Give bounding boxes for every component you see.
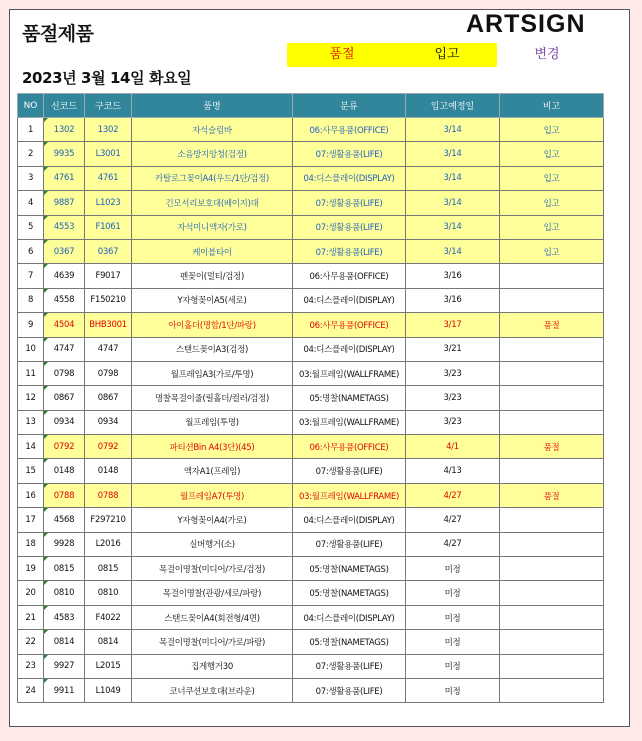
- cell-no[interactable]: 4: [18, 191, 44, 215]
- cell-note[interactable]: [500, 630, 604, 654]
- cell-category[interactable]: 04:디스플레이(DISPLAY): [293, 508, 406, 532]
- cell-no[interactable]: 11: [18, 361, 44, 385]
- cell-note[interactable]: [500, 605, 604, 629]
- cell-expected-date[interactable]: 3/16: [406, 264, 500, 288]
- cell-category[interactable]: 07:생활용품(LIFE): [293, 459, 406, 483]
- cell-expected-date[interactable]: 4/13: [406, 459, 500, 483]
- cell-new-code[interactable]: 4639: [44, 264, 85, 288]
- cell-product-name[interactable]: 실버행거(소): [132, 532, 293, 556]
- cell-no[interactable]: 3: [18, 166, 44, 190]
- legend-change: 변경: [534, 47, 560, 62]
- cell-new-code[interactable]: 4553: [44, 215, 85, 239]
- cell-note[interactable]: [500, 508, 604, 532]
- cell-category[interactable]: 06:사무용품(OFFICE): [293, 118, 406, 142]
- cell-expected-date[interactable]: 3/23: [406, 410, 500, 434]
- cell-note[interactable]: [500, 361, 604, 385]
- cell-product-name[interactable]: 케이블타이: [132, 239, 293, 263]
- cell-expected-date[interactable]: 4/1: [406, 435, 500, 459]
- cell-new-code[interactable]: 4504: [44, 313, 85, 337]
- cell-old-code[interactable]: 0148: [85, 459, 132, 483]
- cell-expected-date[interactable]: 미정: [406, 630, 500, 654]
- table-row[interactable]: [18, 483, 604, 507]
- cell-new-code[interactable]: 4761: [44, 166, 85, 190]
- cell-old-code[interactable]: 1302: [85, 118, 132, 142]
- soldout-table: [17, 93, 604, 703]
- table-row[interactable]: [18, 288, 604, 312]
- cell-new-code[interactable]: 4747: [44, 337, 85, 361]
- cell-expected-date[interactable]: 미정: [406, 678, 500, 702]
- table-row[interactable]: [18, 361, 604, 385]
- cell-new-code[interactable]: 0867: [44, 386, 85, 410]
- cell-expected-date[interactable]: 3/21: [406, 337, 500, 361]
- cell-product-name[interactable]: 스탠드꽂이A3(검정): [132, 337, 293, 361]
- cell-no[interactable]: 7: [18, 264, 44, 288]
- cell-expected-date[interactable]: 3/14: [406, 239, 500, 263]
- cell-note[interactable]: 품절: [500, 435, 604, 459]
- cell-no[interactable]: 24: [18, 678, 44, 702]
- cell-expected-date[interactable]: 3/14: [406, 215, 500, 239]
- cell-new-code[interactable]: 0367: [44, 239, 85, 263]
- cell-no[interactable]: 9: [18, 313, 44, 337]
- cell-note[interactable]: [500, 557, 604, 581]
- cell-product-name[interactable]: 카탈로그꽂이A4(우드/1단/검정): [132, 166, 293, 190]
- cell-product-name[interactable]: 월프레임A7(투명): [132, 483, 293, 507]
- table-row[interactable]: [18, 557, 604, 581]
- cell-note[interactable]: 입고: [500, 191, 604, 215]
- cell-category[interactable]: 07:생활용품(LIFE): [293, 215, 406, 239]
- cell-note[interactable]: [500, 581, 604, 605]
- cell-product-name[interactable]: 파티션Bin A4(3단)(45): [132, 435, 293, 459]
- cell-product-name[interactable]: 목걸이명찰(관광/세로/파랑): [132, 581, 293, 605]
- cell-no[interactable]: 2: [18, 142, 44, 166]
- cell-note[interactable]: 품절: [500, 313, 604, 337]
- cell-no[interactable]: 13: [18, 410, 44, 434]
- cell-expected-date[interactable]: 3/17: [406, 313, 500, 337]
- cell-product-name[interactable]: 액자A1(프레임): [132, 459, 293, 483]
- cell-category[interactable]: 03:월프레임(WALLFRAME): [293, 483, 406, 507]
- cell-old-code[interactable]: L3001: [85, 142, 132, 166]
- cell-product-name[interactable]: 소음방지앙청(검정): [132, 142, 293, 166]
- col-header-new-code: 신코드: [44, 94, 85, 118]
- cell-new-code[interactable]: 1302: [44, 118, 85, 142]
- col-header-old-code: 구코드: [85, 94, 132, 118]
- cell-product-name[interactable]: 목걸이명찰(미디어/가로/검정): [132, 557, 293, 581]
- cell-no[interactable]: 5: [18, 215, 44, 239]
- col-header-note: 비고: [500, 94, 604, 118]
- cell-note[interactable]: [500, 337, 604, 361]
- cell-new-code[interactable]: 0934: [44, 410, 85, 434]
- cell-old-code[interactable]: F297210: [85, 508, 132, 532]
- page-title: 품절제품: [22, 23, 94, 45]
- cell-note[interactable]: [500, 532, 604, 556]
- table-row[interactable]: [18, 410, 604, 434]
- cell-old-code[interactable]: 4761: [85, 166, 132, 190]
- cell-old-code[interactable]: L2015: [85, 654, 132, 678]
- table-row[interactable]: [18, 386, 604, 410]
- cell-no[interactable]: 12: [18, 386, 44, 410]
- cell-no[interactable]: 20: [18, 581, 44, 605]
- cell-old-code[interactable]: 4747: [85, 337, 132, 361]
- cell-old-code[interactable]: F4022: [85, 605, 132, 629]
- cell-category[interactable]: 07:생활용품(LIFE): [293, 239, 406, 263]
- cell-product-name[interactable]: Y자형꽂이A5(세로): [132, 288, 293, 312]
- cell-new-code[interactable]: 4583: [44, 605, 85, 629]
- table-row[interactable]: [18, 532, 604, 556]
- table-row[interactable]: [18, 313, 604, 337]
- cell-category[interactable]: 06:사무용품(OFFICE): [293, 313, 406, 337]
- cell-note[interactable]: 입고: [500, 118, 604, 142]
- table-row[interactable]: [18, 142, 604, 166]
- cell-category[interactable]: 05:명찰(NAMETAGS): [293, 581, 406, 605]
- cell-expected-date[interactable]: 3/14: [406, 166, 500, 190]
- cell-new-code[interactable]: 9935: [44, 142, 85, 166]
- cell-category[interactable]: 07:생활용품(LIFE): [293, 191, 406, 215]
- cell-old-code[interactable]: 0934: [85, 410, 132, 434]
- cell-category[interactable]: 04:디스플레이(DISPLAY): [293, 166, 406, 190]
- cell-expected-date[interactable]: 3/14: [406, 142, 500, 166]
- table-row[interactable]: [18, 118, 604, 142]
- cell-old-code[interactable]: F9017: [85, 264, 132, 288]
- cell-expected-date[interactable]: 3/16: [406, 288, 500, 312]
- cell-note[interactable]: [500, 386, 604, 410]
- cell-product-name[interactable]: 아이홀더(명함/1단/파랑): [132, 313, 293, 337]
- table-row[interactable]: [18, 581, 604, 605]
- cell-no[interactable]: 8: [18, 288, 44, 312]
- table-row[interactable]: [18, 166, 604, 190]
- cell-old-code[interactable]: 0814: [85, 630, 132, 654]
- cell-product-name[interactable]: 스탠드꽂이A4(회전형/4면): [132, 605, 293, 629]
- cell-note[interactable]: [500, 459, 604, 483]
- cell-note[interactable]: [500, 678, 604, 702]
- cell-expected-date[interactable]: 미정: [406, 605, 500, 629]
- cell-expected-date[interactable]: 미정: [406, 581, 500, 605]
- cell-no[interactable]: 23: [18, 654, 44, 678]
- table-row[interactable]: [18, 239, 604, 263]
- table-row[interactable]: [18, 508, 604, 532]
- cell-new-code[interactable]: 0814: [44, 630, 85, 654]
- cell-expected-date[interactable]: 4/27: [406, 483, 500, 507]
- cell-note[interactable]: [500, 288, 604, 312]
- legend-incoming: 입고: [397, 43, 497, 67]
- cell-note[interactable]: 품절: [500, 483, 604, 507]
- cell-no[interactable]: 6: [18, 239, 44, 263]
- cell-category[interactable]: 05:명찰(NAMETAGS): [293, 630, 406, 654]
- cell-new-code[interactable]: 9911: [44, 678, 85, 702]
- table-row[interactable]: [18, 264, 604, 288]
- cell-new-code[interactable]: 9927: [44, 654, 85, 678]
- cell-new-code[interactable]: 4568: [44, 508, 85, 532]
- cell-note[interactable]: 입고: [500, 239, 604, 263]
- cell-product-name[interactable]: 자석미니액자(가로): [132, 215, 293, 239]
- cell-category[interactable]: 06:사무용품(OFFICE): [293, 264, 406, 288]
- cell-note[interactable]: 입고: [500, 142, 604, 166]
- cell-category[interactable]: 03:월프레임(WALLFRAME): [293, 361, 406, 385]
- table-row[interactable]: [18, 654, 604, 678]
- cell-product-name[interactable]: Y자형꽂이A4(가로): [132, 508, 293, 532]
- cell-expected-date[interactable]: 4/27: [406, 532, 500, 556]
- cell-category[interactable]: 04:디스플레이(DISPLAY): [293, 288, 406, 312]
- cell-note[interactable]: 입고: [500, 215, 604, 239]
- cell-no[interactable]: 19: [18, 557, 44, 581]
- cell-category[interactable]: 04:디스플레이(DISPLAY): [293, 337, 406, 361]
- cell-old-code[interactable]: 0792: [85, 435, 132, 459]
- cell-note[interactable]: [500, 410, 604, 434]
- cell-product-name[interactable]: 자석슬림바: [132, 118, 293, 142]
- cell-category[interactable]: 05:명찰(NAMETAGS): [293, 557, 406, 581]
- cell-old-code[interactable]: 0367: [85, 239, 132, 263]
- cell-old-code[interactable]: BHB3001: [85, 313, 132, 337]
- cell-old-code[interactable]: 0815: [85, 557, 132, 581]
- cell-category[interactable]: 07:생활용품(LIFE): [293, 532, 406, 556]
- cell-no[interactable]: 15: [18, 459, 44, 483]
- cell-old-code[interactable]: F150210: [85, 288, 132, 312]
- cell-no[interactable]: 18: [18, 532, 44, 556]
- col-header-expected-date: 입고예정일: [406, 94, 500, 118]
- cell-product-name[interactable]: 코너쿠션보호대(브라운): [132, 678, 293, 702]
- cell-new-code[interactable]: 0798: [44, 361, 85, 385]
- cell-product-name[interactable]: 펜꽂이(멀티/검정): [132, 264, 293, 288]
- cell-old-code[interactable]: 0798: [85, 361, 132, 385]
- legend-soldout: 품절: [287, 43, 397, 67]
- cell-expected-date[interactable]: 4/27: [406, 508, 500, 532]
- cell-no[interactable]: 22: [18, 630, 44, 654]
- table-row[interactable]: [18, 605, 604, 629]
- cell-product-name[interactable]: 월프레임A3(가로/투명): [132, 361, 293, 385]
- cell-product-name[interactable]: 명찰목걸이줄(릴홀더/컬러/검정): [132, 386, 293, 410]
- cell-no[interactable]: 17: [18, 508, 44, 532]
- col-header-category: 분류: [293, 94, 406, 118]
- cell-product-name[interactable]: 집게행거30: [132, 654, 293, 678]
- cell-old-code[interactable]: 0788: [85, 483, 132, 507]
- cell-new-code[interactable]: 9928: [44, 532, 85, 556]
- cell-old-code[interactable]: L1023: [85, 191, 132, 215]
- cell-expected-date[interactable]: 미정: [406, 654, 500, 678]
- cell-no[interactable]: 10: [18, 337, 44, 361]
- cell-category[interactable]: 07:생활용품(LIFE): [293, 678, 406, 702]
- cell-old-code[interactable]: L1049: [85, 678, 132, 702]
- table-row[interactable]: [18, 435, 604, 459]
- cell-category[interactable]: 07:생활용품(LIFE): [293, 142, 406, 166]
- cell-new-code[interactable]: 0810: [44, 581, 85, 605]
- cell-expected-date[interactable]: 3/23: [406, 361, 500, 385]
- cell-note[interactable]: [500, 654, 604, 678]
- brand-logo: ARTSIGN: [466, 10, 586, 38]
- cell-product-name[interactable]: 긴모서리보호대(베이지)대: [132, 191, 293, 215]
- table-row[interactable]: [18, 630, 604, 654]
- cell-old-code[interactable]: 0810: [85, 581, 132, 605]
- cell-old-code[interactable]: F1061: [85, 215, 132, 239]
- cell-old-code[interactable]: L2016: [85, 532, 132, 556]
- cell-new-code[interactable]: 0148: [44, 459, 85, 483]
- cell-expected-date[interactable]: 미정: [406, 557, 500, 581]
- cell-note[interactable]: 입고: [500, 166, 604, 190]
- cell-new-code[interactable]: 0792: [44, 435, 85, 459]
- cell-expected-date[interactable]: 3/23: [406, 386, 500, 410]
- table-row[interactable]: [18, 459, 604, 483]
- cell-no[interactable]: 1: [18, 118, 44, 142]
- table-row[interactable]: [18, 337, 604, 361]
- cell-category[interactable]: 03:월프레임(WALLFRAME): [293, 410, 406, 434]
- cell-category[interactable]: 05:명찰(NAMETAGS): [293, 386, 406, 410]
- table-header-row: [18, 94, 604, 118]
- cell-new-code[interactable]: 0788: [44, 483, 85, 507]
- cell-no[interactable]: 16: [18, 483, 44, 507]
- cell-product-name[interactable]: 월프레임(투명): [132, 410, 293, 434]
- col-header-product-name: 품명: [132, 94, 293, 118]
- cell-category[interactable]: 07:생활용품(LIFE): [293, 654, 406, 678]
- table-row[interactable]: [18, 678, 604, 702]
- cell-new-code[interactable]: 4558: [44, 288, 85, 312]
- report-date: 2023년 3월 14일 화요일: [22, 69, 192, 87]
- cell-note[interactable]: [500, 264, 604, 288]
- cell-old-code[interactable]: 0867: [85, 386, 132, 410]
- cell-category[interactable]: 06:사무용품(OFFICE): [293, 435, 406, 459]
- cell-new-code[interactable]: 0815: [44, 557, 85, 581]
- cell-no[interactable]: 21: [18, 605, 44, 629]
- cell-expected-date[interactable]: 3/14: [406, 191, 500, 215]
- table-body: [18, 118, 604, 703]
- col-header-no: NO: [18, 94, 44, 118]
- cell-new-code[interactable]: 9887: [44, 191, 85, 215]
- table-row[interactable]: [18, 191, 604, 215]
- cell-expected-date[interactable]: 3/14: [406, 118, 500, 142]
- cell-no[interactable]: 14: [18, 435, 44, 459]
- cell-category[interactable]: 04:디스플레이(DISPLAY): [293, 605, 406, 629]
- cell-product-name[interactable]: 목걸이명찰(미디어/가로/파랑): [132, 630, 293, 654]
- table-row[interactable]: [18, 215, 604, 239]
